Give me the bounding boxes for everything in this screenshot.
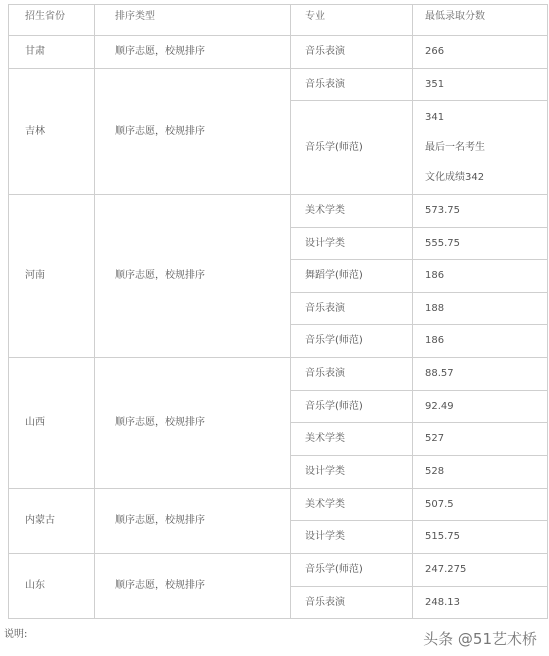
score-cell: 188 (413, 293, 548, 325)
table-row (9, 69, 548, 101)
score-cell: 515.75 (413, 521, 548, 554)
score-line: 最后一名考生 (425, 141, 485, 153)
table-row (9, 358, 548, 391)
major-cell: 音乐学(师范) (291, 101, 413, 195)
major-cell: 美术学类 (291, 489, 413, 521)
major-cell: 设计学类 (291, 521, 413, 554)
score-cell: 351 (413, 69, 548, 101)
province-cell: 山东 (9, 554, 95, 619)
province-cell: 吉林 (9, 69, 95, 195)
score-cell: 527 (413, 423, 548, 456)
header-major: 专业 (291, 5, 413, 36)
table-row (9, 554, 548, 587)
explanation-label: 说明: (4, 629, 28, 640)
score-cell: 528 (413, 456, 548, 489)
sort-type-cell: 顺序志愿，校规排序 (95, 358, 291, 489)
score-cell: 555.75 (413, 228, 548, 260)
score-cell: 507.5 (413, 489, 548, 521)
header-province: 招生省份 (9, 5, 95, 36)
table-header-row (9, 5, 548, 36)
major-cell: 音乐表演 (291, 69, 413, 101)
score-cell: 248.13 (413, 587, 548, 619)
sort-type-cell: 顺序志愿，校规排序 (95, 489, 291, 554)
watermark: 头条 @51艺术桥 (423, 630, 537, 648)
major-cell: 设计学类 (291, 456, 413, 489)
score-cell: 186 (413, 325, 548, 358)
major-cell: 音乐表演 (291, 358, 413, 391)
major-cell: 美术学类 (291, 195, 413, 228)
score-cell: 92.49 (413, 391, 548, 423)
header-min-score: 最低录取分数 (413, 5, 548, 36)
province-cell: 内蒙古 (9, 489, 95, 554)
score-line: 341 (425, 111, 445, 123)
province-cell: 河南 (9, 195, 95, 358)
major-cell: 美术学类 (291, 423, 413, 456)
header-sort-type: 排序类型 (95, 5, 291, 36)
major-cell: 音乐表演 (291, 36, 413, 69)
score-cell: 266 (413, 36, 548, 69)
major-cell: 设计学类 (291, 228, 413, 260)
major-cell: 音乐学(师范) (291, 325, 413, 358)
sort-type-cell: 顺序志愿，校规排序 (95, 36, 291, 69)
score-cell: 186 (413, 260, 548, 293)
score-line: 文化成绩342 (425, 171, 485, 183)
score-cell: 247.275 (413, 554, 548, 587)
score-cell: 573.75 (413, 195, 548, 228)
major-cell: 舞蹈学(师范) (291, 260, 413, 293)
major-cell: 音乐学(师范) (291, 554, 413, 587)
table-row (9, 36, 548, 69)
sort-type-cell: 顺序志愿，校规排序 (95, 69, 291, 195)
province-cell: 山西 (9, 358, 95, 489)
province-cell: 甘肃 (9, 36, 95, 69)
major-cell: 音乐表演 (291, 587, 413, 619)
sort-type-cell: 顺序志愿，校规排序 (95, 195, 291, 358)
sort-type-cell: 顺序志愿，校规排序 (95, 554, 291, 619)
score-cell: 88.57 (413, 358, 548, 391)
major-cell: 音乐学(师范) (291, 391, 413, 423)
table-row (9, 489, 548, 521)
score-cell-multiline (413, 101, 548, 195)
admission-score-table (8, 4, 548, 619)
major-cell: 音乐表演 (291, 293, 413, 325)
table-row (9, 195, 548, 228)
